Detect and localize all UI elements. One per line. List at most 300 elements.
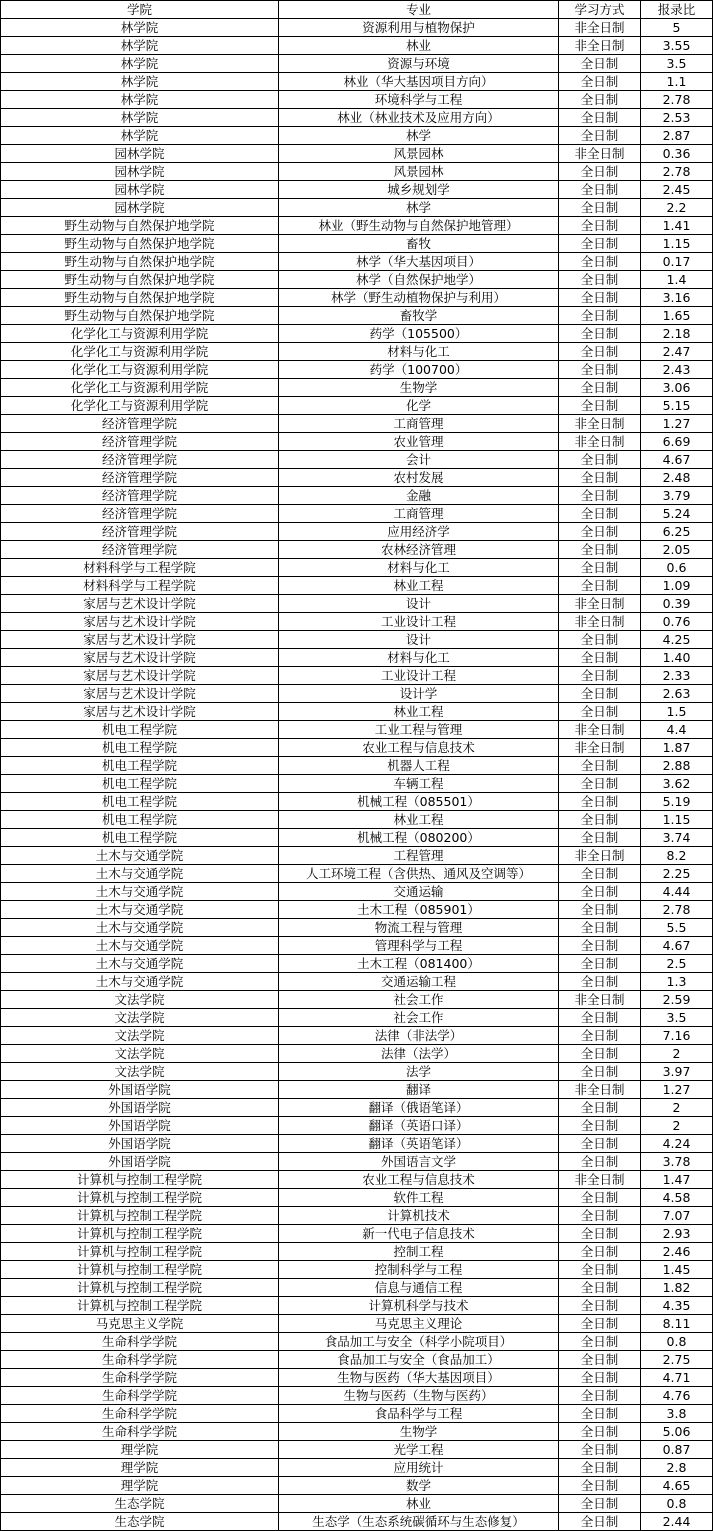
major-cell: 林业 (279, 37, 559, 55)
ratio-cell: 2.78 (641, 901, 713, 919)
ratio-cell: 3.16 (641, 289, 713, 307)
table-row (1, 883, 713, 901)
table-row (1, 1441, 713, 1459)
table-row (1, 505, 713, 523)
table-row (1, 1405, 713, 1423)
college-cell: 化学化工与资源利用学院 (1, 397, 279, 415)
college-cell: 土木与交通学院 (1, 973, 279, 991)
table-row (1, 145, 713, 163)
table-row (1, 1189, 713, 1207)
table-row (1, 631, 713, 649)
table-row (1, 703, 713, 721)
study-mode-cell: 全日制 (559, 325, 641, 343)
table-body (1, 19, 713, 1531)
college-cell: 计算机与控制工程学院 (1, 1207, 279, 1225)
ratio-cell: 5.15 (641, 397, 713, 415)
study-mode-cell: 全日制 (559, 1279, 641, 1297)
study-mode-cell: 全日制 (559, 1513, 641, 1531)
study-mode-cell: 全日制 (559, 631, 641, 649)
ratio-cell: 3.97 (641, 1063, 713, 1081)
table-row (1, 1045, 713, 1063)
header-major: 专业 (279, 1, 559, 19)
major-cell: 农业管理 (279, 433, 559, 451)
major-cell: 信息与通信工程 (279, 1279, 559, 1297)
ratio-cell: 4.65 (641, 1477, 713, 1495)
ratio-cell: 3.5 (641, 55, 713, 73)
table-row (1, 1225, 713, 1243)
study-mode-cell: 全日制 (559, 271, 641, 289)
major-cell: 畜牧学 (279, 307, 559, 325)
study-mode-cell: 全日制 (559, 1117, 641, 1135)
table-row (1, 1477, 713, 1495)
table-row (1, 811, 713, 829)
major-cell: 管理科学与工程 (279, 937, 559, 955)
college-cell: 经济管理学院 (1, 523, 279, 541)
major-cell: 林业（林业技术及应用方向） (279, 109, 559, 127)
study-mode-cell: 全日制 (559, 901, 641, 919)
college-cell: 家居与艺术设计学院 (1, 703, 279, 721)
ratio-cell: 2.78 (641, 91, 713, 109)
college-cell: 家居与艺术设计学院 (1, 631, 279, 649)
ratio-cell: 1.15 (641, 811, 713, 829)
study-mode-cell: 全日制 (559, 1045, 641, 1063)
college-cell: 土木与交通学院 (1, 955, 279, 973)
table-row (1, 73, 713, 91)
major-cell: 工业设计工程 (279, 667, 559, 685)
study-mode-cell: 全日制 (559, 1099, 641, 1117)
header-ratio: 报录比 (641, 1, 713, 19)
table-row (1, 1423, 713, 1441)
study-mode-cell: 全日制 (559, 865, 641, 883)
study-mode-cell: 非全日制 (559, 595, 641, 613)
college-cell: 园林学院 (1, 145, 279, 163)
major-cell: 生物学 (279, 1423, 559, 1441)
study-mode-cell: 非全日制 (559, 19, 641, 37)
table-row (1, 865, 713, 883)
table-row (1, 271, 713, 289)
table-row (1, 199, 713, 217)
major-cell: 农林经济管理 (279, 541, 559, 559)
study-mode-cell: 非全日制 (559, 739, 641, 757)
study-mode-cell: 全日制 (559, 919, 641, 937)
college-cell: 文法学院 (1, 1045, 279, 1063)
table-row (1, 613, 713, 631)
study-mode-cell: 全日制 (559, 973, 641, 991)
ratio-cell: 2.43 (641, 361, 713, 379)
ratio-cell: 3.5 (641, 1009, 713, 1027)
major-cell: 交通运输 (279, 883, 559, 901)
study-mode-cell: 非全日制 (559, 37, 641, 55)
table-row (1, 667, 713, 685)
ratio-cell: 1.09 (641, 577, 713, 595)
college-cell: 家居与艺术设计学院 (1, 595, 279, 613)
college-cell: 土木与交通学院 (1, 937, 279, 955)
study-mode-cell: 全日制 (559, 793, 641, 811)
major-cell: 食品科学与工程 (279, 1405, 559, 1423)
table-row (1, 1315, 713, 1333)
table-row (1, 1261, 713, 1279)
study-mode-cell: 全日制 (559, 883, 641, 901)
major-cell: 材料与化工 (279, 559, 559, 577)
table-row (1, 127, 713, 145)
ratio-cell: 1.40 (641, 649, 713, 667)
major-cell: 机械工程（085501） (279, 793, 559, 811)
table-row (1, 451, 713, 469)
major-cell: 林业工程 (279, 703, 559, 721)
college-cell: 计算机与控制工程学院 (1, 1171, 279, 1189)
college-cell: 计算机与控制工程学院 (1, 1261, 279, 1279)
ratio-cell: 6.25 (641, 523, 713, 541)
college-cell: 林学院 (1, 91, 279, 109)
major-cell: 农村发展 (279, 469, 559, 487)
ratio-cell: 2.2 (641, 199, 713, 217)
major-cell: 设计学 (279, 685, 559, 703)
ratio-cell: 3.79 (641, 487, 713, 505)
table-row (1, 595, 713, 613)
college-cell: 生命科学学院 (1, 1405, 279, 1423)
study-mode-cell: 全日制 (559, 127, 641, 145)
ratio-cell: 2.18 (641, 325, 713, 343)
major-cell: 翻译（英语口译） (279, 1117, 559, 1135)
table-row (1, 937, 713, 955)
college-cell: 文法学院 (1, 1063, 279, 1081)
major-cell: 风景园林 (279, 163, 559, 181)
ratio-cell: 0.17 (641, 253, 713, 271)
major-cell: 工业设计工程 (279, 613, 559, 631)
study-mode-cell: 全日制 (559, 73, 641, 91)
major-cell: 生物学 (279, 379, 559, 397)
college-cell: 园林学院 (1, 181, 279, 199)
study-mode-cell: 全日制 (559, 379, 641, 397)
study-mode-cell: 全日制 (559, 1189, 641, 1207)
ratio-cell: 1.82 (641, 1279, 713, 1297)
major-cell: 车辆工程 (279, 775, 559, 793)
major-cell: 林学 (279, 127, 559, 145)
study-mode-cell: 全日制 (559, 1387, 641, 1405)
ratio-cell: 4.76 (641, 1387, 713, 1405)
header-row (1, 1, 713, 19)
ratio-cell: 1.5 (641, 703, 713, 721)
study-mode-cell: 全日制 (559, 1477, 641, 1495)
study-mode-cell: 全日制 (559, 1315, 641, 1333)
study-mode-cell: 全日制 (559, 1009, 641, 1027)
college-cell: 外国语学院 (1, 1135, 279, 1153)
major-cell: 翻译（俄语笔译） (279, 1099, 559, 1117)
college-cell: 野生动物与自然保护地学院 (1, 253, 279, 271)
college-cell: 土木与交通学院 (1, 847, 279, 865)
college-cell: 土木与交通学院 (1, 883, 279, 901)
major-cell: 土木工程（081400） (279, 955, 559, 973)
table-row (1, 1459, 713, 1477)
college-cell: 野生动物与自然保护地学院 (1, 235, 279, 253)
table-row (1, 901, 713, 919)
major-cell: 药学（105500） (279, 325, 559, 343)
college-cell: 计算机与控制工程学院 (1, 1279, 279, 1297)
major-cell: 计算机技术 (279, 1207, 559, 1225)
study-mode-cell: 非全日制 (559, 433, 641, 451)
college-cell: 文法学院 (1, 991, 279, 1009)
ratio-cell: 3.78 (641, 1153, 713, 1171)
study-mode-cell: 全日制 (559, 1351, 641, 1369)
table-row (1, 577, 713, 595)
college-cell: 计算机与控制工程学院 (1, 1243, 279, 1261)
ratio-cell: 2.48 (641, 469, 713, 487)
college-cell: 林学院 (1, 109, 279, 127)
college-cell: 理学院 (1, 1459, 279, 1477)
college-cell: 化学化工与资源利用学院 (1, 361, 279, 379)
major-cell: 资源与环境 (279, 55, 559, 73)
study-mode-cell: 全日制 (559, 109, 641, 127)
study-mode-cell: 全日制 (559, 829, 641, 847)
study-mode-cell: 全日制 (559, 937, 641, 955)
ratio-cell: 2.53 (641, 109, 713, 127)
ratio-cell: 1.1 (641, 73, 713, 91)
ratio-cell: 5.5 (641, 919, 713, 937)
ratio-cell: 5.06 (641, 1423, 713, 1441)
major-cell: 林业（野生动物与自然保护地管理） (279, 217, 559, 235)
college-cell: 材料科学与工程学院 (1, 577, 279, 595)
table-row (1, 163, 713, 181)
college-cell: 林学院 (1, 19, 279, 37)
ratio-cell: 8.2 (641, 847, 713, 865)
major-cell: 设计 (279, 631, 559, 649)
college-cell: 家居与艺术设计学院 (1, 649, 279, 667)
major-cell: 食品加工与安全（科学小院项目） (279, 1333, 559, 1351)
major-cell: 林学（华大基因项目） (279, 253, 559, 271)
study-mode-cell: 全日制 (559, 91, 641, 109)
study-mode-cell: 非全日制 (559, 1081, 641, 1099)
ratio-cell: 2.93 (641, 1225, 713, 1243)
ratio-cell: 2.46 (641, 1243, 713, 1261)
college-cell: 经济管理学院 (1, 415, 279, 433)
study-mode-cell: 全日制 (559, 1495, 641, 1513)
study-mode-cell: 全日制 (559, 1369, 641, 1387)
ratio-cell: 1.47 (641, 1171, 713, 1189)
college-cell: 外国语学院 (1, 1099, 279, 1117)
college-cell: 家居与艺术设计学院 (1, 685, 279, 703)
college-cell: 生命科学学院 (1, 1351, 279, 1369)
table-row (1, 1297, 713, 1315)
ratio-cell: 0.6 (641, 559, 713, 577)
table-row (1, 397, 713, 415)
ratio-cell: 2.05 (641, 541, 713, 559)
college-cell: 机电工程学院 (1, 721, 279, 739)
major-cell: 应用经济学 (279, 523, 559, 541)
ratio-cell: 2 (641, 1045, 713, 1063)
college-cell: 化学化工与资源利用学院 (1, 325, 279, 343)
college-cell: 经济管理学院 (1, 487, 279, 505)
college-cell: 材料科学与工程学院 (1, 559, 279, 577)
college-cell: 马克思主义学院 (1, 1315, 279, 1333)
major-cell: 机器人工程 (279, 757, 559, 775)
table-row (1, 955, 713, 973)
study-mode-cell: 全日制 (559, 1207, 641, 1225)
college-cell: 家居与艺术设计学院 (1, 613, 279, 631)
college-cell: 文法学院 (1, 1009, 279, 1027)
study-mode-cell: 全日制 (559, 343, 641, 361)
ratio-cell: 4.67 (641, 451, 713, 469)
college-cell: 经济管理学院 (1, 469, 279, 487)
major-cell: 法律（非法学） (279, 1027, 559, 1045)
study-mode-cell: 全日制 (559, 1153, 641, 1171)
table-row (1, 1207, 713, 1225)
table-row (1, 19, 713, 37)
college-cell: 野生动物与自然保护地学院 (1, 217, 279, 235)
study-mode-cell: 全日制 (559, 955, 641, 973)
table-row (1, 1009, 713, 1027)
college-cell: 林学院 (1, 55, 279, 73)
table-row (1, 1369, 713, 1387)
table-row (1, 1243, 713, 1261)
ratio-cell: 8.11 (641, 1315, 713, 1333)
major-cell: 法学 (279, 1063, 559, 1081)
table-row (1, 1495, 713, 1513)
college-cell: 经济管理学院 (1, 541, 279, 559)
table-row (1, 1081, 713, 1099)
study-mode-cell: 全日制 (559, 1333, 641, 1351)
study-mode-cell: 全日制 (559, 1135, 641, 1153)
study-mode-cell: 全日制 (559, 811, 641, 829)
table-row (1, 343, 713, 361)
table-row (1, 91, 713, 109)
ratio-cell: 2.45 (641, 181, 713, 199)
table-row (1, 1387, 713, 1405)
major-cell: 农业工程与信息技术 (279, 1171, 559, 1189)
table-row (1, 919, 713, 937)
ratio-cell: 4.67 (641, 937, 713, 955)
college-cell: 理学院 (1, 1477, 279, 1495)
table-row (1, 1135, 713, 1153)
college-cell: 家居与艺术设计学院 (1, 667, 279, 685)
ratio-cell: 0.36 (641, 145, 713, 163)
table-row (1, 181, 713, 199)
table-row (1, 649, 713, 667)
college-cell: 外国语学院 (1, 1081, 279, 1099)
college-cell: 土木与交通学院 (1, 865, 279, 883)
major-cell: 风景园林 (279, 145, 559, 163)
college-cell: 生态学院 (1, 1513, 279, 1531)
major-cell: 资源利用与植物保护 (279, 19, 559, 37)
study-mode-cell: 全日制 (559, 505, 641, 523)
major-cell: 材料与化工 (279, 649, 559, 667)
ratio-cell: 1.45 (641, 1261, 713, 1279)
major-cell: 生物与医药（华大基因项目） (279, 1369, 559, 1387)
ratio-cell: 0.39 (641, 595, 713, 613)
ratio-cell: 0.8 (641, 1495, 713, 1513)
major-cell: 环境科学与工程 (279, 91, 559, 109)
major-cell: 马克思主义理论 (279, 1315, 559, 1333)
table-row (1, 307, 713, 325)
ratio-cell: 4.71 (641, 1369, 713, 1387)
ratio-cell: 3.55 (641, 37, 713, 55)
major-cell: 林业工程 (279, 811, 559, 829)
study-mode-cell: 全日制 (559, 703, 641, 721)
table-row (1, 559, 713, 577)
ratio-cell: 4.25 (641, 631, 713, 649)
ratio-cell: 1.27 (641, 415, 713, 433)
study-mode-cell: 全日制 (559, 775, 641, 793)
ratio-cell: 4.4 (641, 721, 713, 739)
ratio-cell: 3.62 (641, 775, 713, 793)
major-cell: 生物与医药（生物与医药） (279, 1387, 559, 1405)
study-mode-cell: 全日制 (559, 1225, 641, 1243)
study-mode-cell: 全日制 (559, 541, 641, 559)
major-cell: 金融 (279, 487, 559, 505)
table-row (1, 721, 713, 739)
ratio-cell: 5 (641, 19, 713, 37)
ratio-cell: 1.3 (641, 973, 713, 991)
study-mode-cell: 全日制 (559, 253, 641, 271)
study-mode-cell: 全日制 (559, 1405, 641, 1423)
header-study-mode: 学习方式 (559, 1, 641, 19)
study-mode-cell: 全日制 (559, 523, 641, 541)
ratio-cell: 1.87 (641, 739, 713, 757)
table-row (1, 1171, 713, 1189)
table-row (1, 289, 713, 307)
college-cell: 生命科学学院 (1, 1333, 279, 1351)
table-row (1, 1351, 713, 1369)
table-row (1, 793, 713, 811)
study-mode-cell: 全日制 (559, 577, 641, 595)
major-cell: 工程管理 (279, 847, 559, 865)
table-row (1, 1333, 713, 1351)
ratio-cell: 1.41 (641, 217, 713, 235)
major-cell: 会计 (279, 451, 559, 469)
college-cell: 经济管理学院 (1, 433, 279, 451)
study-mode-cell: 非全日制 (559, 613, 641, 631)
study-mode-cell: 全日制 (559, 397, 641, 415)
study-mode-cell: 全日制 (559, 649, 641, 667)
ratio-cell: 4.44 (641, 883, 713, 901)
college-cell: 计算机与控制工程学院 (1, 1189, 279, 1207)
study-mode-cell: 非全日制 (559, 847, 641, 865)
table-row (1, 1153, 713, 1171)
study-mode-cell: 全日制 (559, 757, 641, 775)
college-cell: 经济管理学院 (1, 451, 279, 469)
major-cell: 数学 (279, 1477, 559, 1495)
major-cell: 城乡规划学 (279, 181, 559, 199)
college-cell: 外国语学院 (1, 1117, 279, 1135)
major-cell: 控制工程 (279, 1243, 559, 1261)
study-mode-cell: 全日制 (559, 235, 641, 253)
table-row (1, 37, 713, 55)
table-row (1, 1063, 713, 1081)
table-row (1, 523, 713, 541)
major-cell: 林学（野生动植物保护与利用） (279, 289, 559, 307)
college-cell: 林学院 (1, 37, 279, 55)
study-mode-cell: 全日制 (559, 1441, 641, 1459)
college-cell: 野生动物与自然保护地学院 (1, 307, 279, 325)
college-cell: 机电工程学院 (1, 793, 279, 811)
ratio-cell: 2.25 (641, 865, 713, 883)
major-cell: 林学（自然保护地学） (279, 271, 559, 289)
table-row (1, 775, 713, 793)
college-cell: 理学院 (1, 1441, 279, 1459)
study-mode-cell: 全日制 (559, 1423, 641, 1441)
ratio-cell: 2.63 (641, 685, 713, 703)
major-cell: 化学 (279, 397, 559, 415)
major-cell: 材料与化工 (279, 343, 559, 361)
ratio-cell: 2 (641, 1117, 713, 1135)
college-cell: 计算机与控制工程学院 (1, 1297, 279, 1315)
ratio-cell: 7.07 (641, 1207, 713, 1225)
college-cell: 野生动物与自然保护地学院 (1, 289, 279, 307)
college-cell: 机电工程学院 (1, 739, 279, 757)
ratio-cell: 0.87 (641, 1441, 713, 1459)
college-cell: 外国语学院 (1, 1153, 279, 1171)
study-mode-cell: 全日制 (559, 667, 641, 685)
ratio-cell: 2.88 (641, 757, 713, 775)
